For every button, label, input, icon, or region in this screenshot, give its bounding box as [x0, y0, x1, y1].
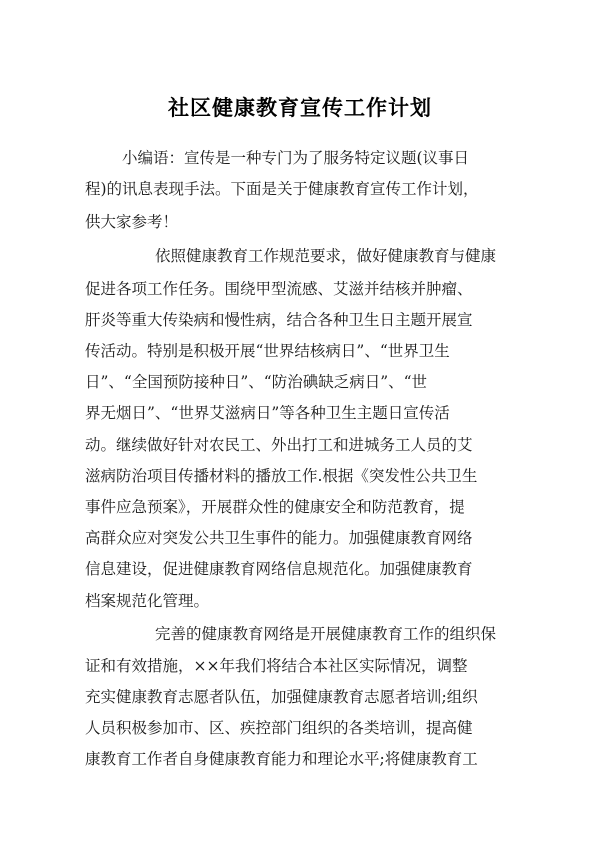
paragraph-line: 日”、“全国预防接种日”、“防治碘缺乏病日”、“世	[85, 373, 428, 391]
paragraph-line: 传活动。特别是积极开展“世界结核病日”、“世界卫生	[85, 342, 450, 360]
paragraph-line: 信息建设，促进健康教育网络信息规范化。加强健康教育	[85, 560, 473, 578]
intro-line: 供大家参考！	[85, 213, 179, 231]
paragraph-line: 档案规范化管理。	[85, 592, 210, 610]
paragraph-line: 事件应急预案》，开展群众性的健康安全和防范教育，提	[85, 498, 465, 516]
document-title: 社区健康教育宣传工作计划	[168, 96, 432, 120]
intro-line: 小编语：宣传是一种专门为了服务特定议题(议事日	[122, 149, 470, 167]
paragraph-line: 康教育工作者自身健康教育能力和理论水平;将健康教育工	[85, 750, 478, 768]
paragraph-line: 证和有效措施，××年我们将结合本社区实际情况，调整	[85, 657, 468, 675]
paragraph-line: 界无烟日”、“世界艾滋病日”等各种卫生主题日宣传活	[85, 404, 450, 422]
paragraph-line: 动。继续做好针对农民工、外出打工和进城务工人员的艾	[85, 436, 473, 454]
paragraph-line: 充实健康教育志愿者队伍，加强健康教育志愿者培训;组织	[85, 688, 478, 706]
paragraph-line: 促进各项工作任务。围绕甲型流感、艾滋并结核并肿瘤、	[85, 280, 473, 298]
paragraph-line: 滋病防治项目传播材料的播放工作.根据《突发性公共卫生	[85, 467, 478, 485]
paragraph-line: 高群众应对突发公共卫生事件的能力。加强健康教育网络	[85, 529, 473, 547]
intro-line: 程)的讯息表现手法。下面是关于健康教育宣传工作计划，	[85, 180, 479, 198]
paragraph-line: 人员积极参加市、区、疾控部门组织的各类培训，提高健	[85, 719, 473, 737]
paragraph-line: 肝炎等重大传染病和慢性病，结合各种卫生日主题开展宣	[85, 311, 473, 329]
paragraph-line: 完善的健康教育网络是开展健康教育工作的组织保	[155, 625, 497, 643]
paragraph-line: 依照健康教育工作规范要求，做好健康教育与健康	[155, 247, 497, 265]
